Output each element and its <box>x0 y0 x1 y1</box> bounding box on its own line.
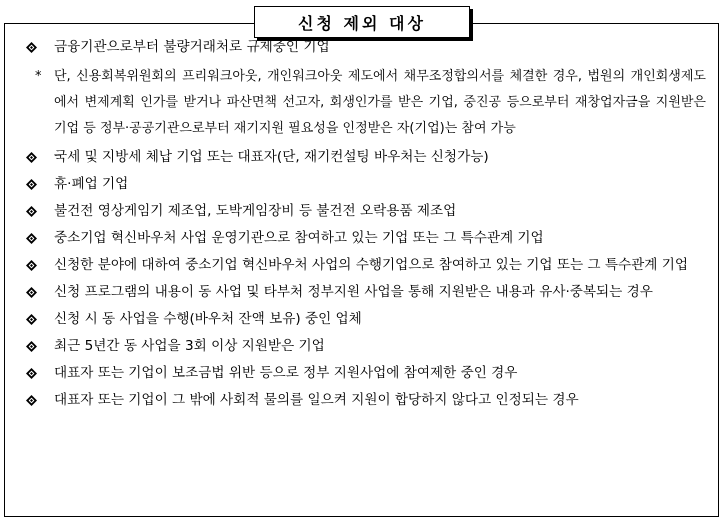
list-item-text: 대표자 또는 기업이 그 밖에 사회적 물의를 일으켜 지원이 합당하지 않다고 인정되는 경우 <box>54 392 579 408</box>
diamond-bullet-icon <box>26 260 37 271</box>
list-item-text: 최근 5년간 동 사업을 3회 이상 지원받은 기업 <box>54 338 325 354</box>
list-item-text: 불건전 영상게임기 제조업, 도박게임장비 등 불건전 오락용품 제조업 <box>54 203 457 219</box>
diamond-bullet-icon <box>26 287 37 298</box>
list-item-text: 중소기업 혁신바우처 사업 운영기관으로 참여하고 있는 기업 또는 그 특수관계 기업 <box>54 230 544 246</box>
list-item <box>26 279 706 306</box>
exception-note <box>26 64 706 142</box>
list-item <box>26 225 706 252</box>
diamond-bullet-icon <box>26 42 37 53</box>
diamond-bullet-icon <box>26 179 37 190</box>
diamond-bullet-icon <box>26 395 37 406</box>
note-asterisk: * <box>35 69 42 84</box>
diamond-bullet-icon <box>26 368 37 379</box>
list-item-text: 신청 프로그램의 내용이 동 사업 및 타부처 정부지원 사업을 통해 지원받은 내용과 유사·중복되는 경우 <box>54 284 653 300</box>
list-item-text: 휴·폐업 기업 <box>54 176 129 192</box>
list-item-text: 신청 시 동 사업을 수행(바우처 잔액 보유) 중인 업체 <box>54 311 362 327</box>
exclusion-list <box>26 34 706 414</box>
diamond-bullet-icon <box>26 314 37 325</box>
list-item <box>26 360 706 387</box>
list-item-text: 대표자 또는 기업이 보조금법 위반 등으로 정부 지원사업에 참여제한 중인 경우 <box>54 365 518 381</box>
diamond-bullet-icon <box>26 152 37 163</box>
list-item <box>26 34 706 61</box>
list-item <box>26 333 706 360</box>
list-item <box>26 252 706 279</box>
diamond-bullet-icon <box>26 233 37 244</box>
note-text: 단, 신용회복위원회의 프리워크아웃, 개인워크아웃 제도에서 채무조정합의서를 체결한 경우, 법원의 개인회생제도에서 변제계획 인가를 받거나 파산면책 선고자, 회생인가를 받은 기업, 중진공 등으로부터 재창업자금을 지원받은 기업 등 정부·공공기관으로부터 재기지원 필요성을 인정받은 자(기업)는 참여 가능 <box>54 69 706 136</box>
list-item <box>26 306 706 333</box>
diamond-bullet-icon <box>26 341 37 352</box>
list-item <box>26 198 706 225</box>
list-item <box>26 171 706 198</box>
list-item-text: 금융기관으로부터 불량거래처로 규제중인 기업 <box>54 39 330 55</box>
section-title: 신청 제외 대상 <box>254 6 470 38</box>
list-item-text: 국세 및 지방세 체납 기업 또는 대표자(단, 재기컨설팅 바우처는 신청가능) <box>54 149 489 165</box>
list-item-text: 신청한 분야에 대하여 중소기업 혁신바우처 사업의 수행기업으로 참여하고 있는 기업 또는 그 특수관계 기업 <box>54 257 688 273</box>
diamond-bullet-icon <box>26 206 37 217</box>
list-item <box>26 387 706 414</box>
list-item <box>26 144 706 171</box>
